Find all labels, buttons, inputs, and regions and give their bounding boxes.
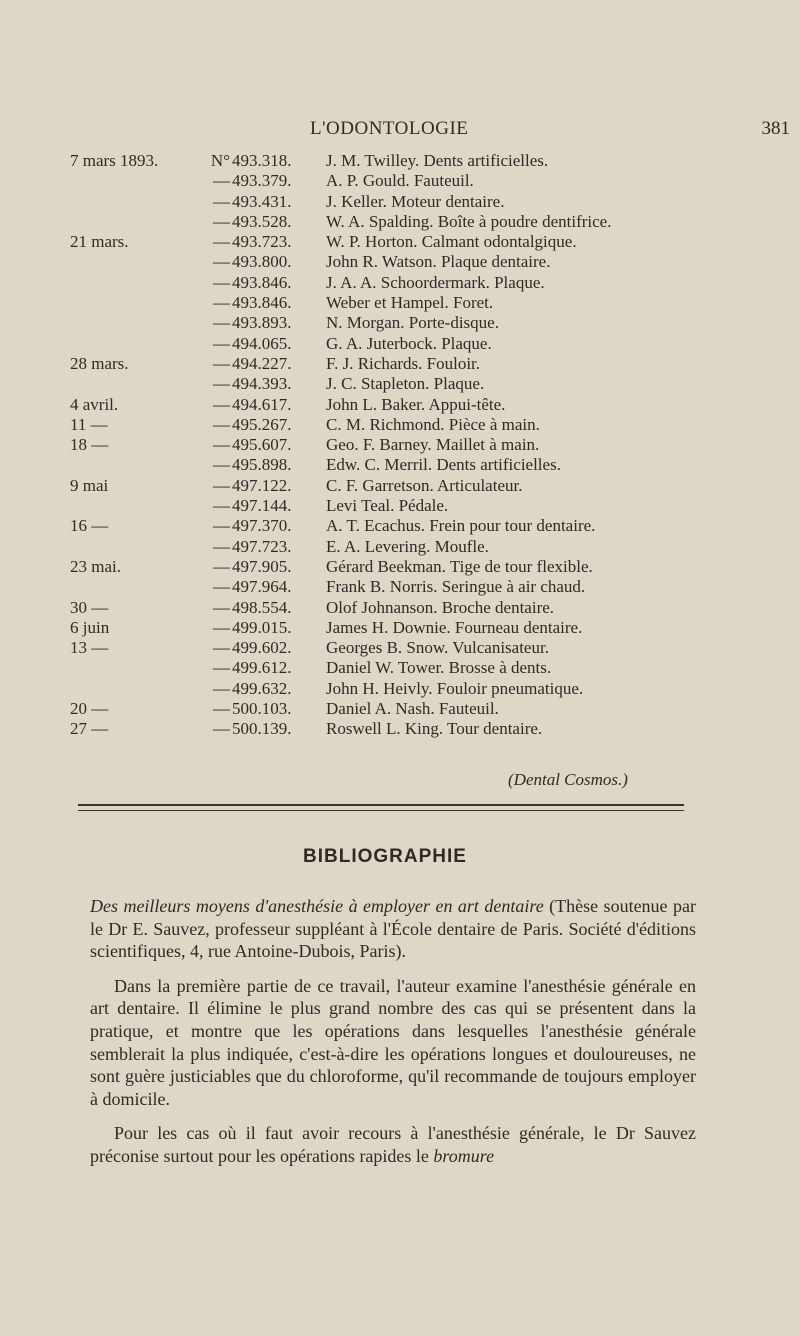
patent-dash: —	[213, 435, 230, 455]
reference-details: (Thèse soutenue par le Dr E. Sauvez, professeur suppléant à l'École dentaire de Paris. Société d'éditions scientifiques, 4, rue Antoine-Dubois, Paris).	[90, 896, 696, 962]
patent-number: 495.898.	[232, 455, 292, 475]
patent-entry: Geo. F. Barney. Maillet à main.	[326, 435, 540, 455]
patent-entry: C. F. Garretson. Articulateur.	[326, 475, 523, 495]
patent-row	[0, 192, 800, 212]
patent-dash: —	[213, 475, 230, 495]
patent-entry: J. M. Twilley. Dents artificielles.	[326, 151, 549, 170]
patent-dash: —	[213, 617, 230, 637]
patent-row	[0, 598, 800, 618]
patent-dash: —	[213, 313, 230, 333]
patent-entry: James H. Downie. Fourneau dentaire.	[326, 617, 583, 637]
patent-number: 493.431.	[232, 191, 292, 211]
source-text: (Dental Cosmos.)	[508, 770, 628, 789]
patent-row	[0, 395, 800, 415]
patent-row	[0, 171, 800, 191]
patent-dash: —	[213, 293, 230, 313]
patent-date: 20 —	[70, 699, 109, 719]
patent-dash: —	[213, 272, 230, 292]
section-heading: BIBLIOGRAPHIE	[303, 846, 467, 867]
patent-dash: —	[213, 211, 230, 231]
patent-number: 497.905.	[232, 556, 292, 576]
patent-row	[0, 577, 800, 597]
patent-number: 500.103.	[232, 699, 292, 719]
patent-number: 497.122.	[232, 475, 292, 495]
patent-dash: —	[213, 171, 230, 191]
patent-row	[0, 476, 800, 496]
patent-row	[0, 212, 800, 232]
patent-dash: —	[213, 353, 230, 373]
patent-dash: —	[213, 252, 230, 272]
patent-row	[0, 496, 800, 516]
bibliography-reference	[90, 895, 696, 963]
patent-row	[0, 618, 800, 638]
patent-dash: —	[213, 678, 230, 698]
patent-entry: W. P. Horton. Calmant odontalgique.	[326, 232, 577, 252]
patent-dash: —	[213, 191, 230, 211]
page-number: 381	[761, 118, 790, 139]
patent-number: 493.800.	[232, 252, 292, 272]
patent-date: 18 —	[70, 435, 109, 455]
patent-date: 9 mai	[70, 475, 109, 495]
patent-dash: —	[213, 719, 230, 739]
patent-entry: John H. Heivly. Fouloir pneumatique.	[326, 678, 584, 698]
separator-rule-bottom	[78, 810, 684, 811]
patent-dash: —	[213, 232, 230, 252]
patent-date: 7 mars 1893.	[70, 151, 159, 170]
patent-row	[0, 151, 800, 171]
patent-number: 493.318.	[232, 151, 292, 170]
patent-date: 4 avril.	[70, 394, 119, 414]
patent-entry: Daniel W. Tower. Brosse à dents.	[326, 658, 552, 678]
patent-row	[0, 658, 800, 678]
patent-entry: Olof Johnanson. Broche dentaire.	[326, 597, 555, 617]
patent-row	[0, 455, 800, 475]
patent-dash: —	[213, 556, 230, 576]
patent-dash: —	[213, 414, 230, 434]
patent-number: 493.379.	[232, 171, 292, 191]
patent-number: 493.846.	[232, 293, 292, 313]
patent-row	[0, 415, 800, 435]
patent-entry: G. A. Juterbock. Plaque.	[326, 333, 492, 353]
patent-row	[0, 354, 800, 374]
patent-dash: N°	[210, 151, 230, 170]
patent-number: 499.602.	[232, 638, 292, 658]
patent-dash: —	[213, 333, 230, 353]
patent-number: 494.227.	[232, 353, 292, 373]
patent-row	[0, 679, 800, 699]
patent-number: 494.065.	[232, 333, 292, 353]
patent-row	[0, 374, 800, 394]
patent-row	[0, 273, 800, 293]
patent-entry: J. Keller. Moteur dentaire.	[326, 191, 505, 211]
patent-row	[0, 293, 800, 313]
patent-entry: J. A. A. Schoordermark. Plaque.	[326, 272, 545, 292]
patent-entry: N. Morgan. Porte-disque.	[326, 313, 499, 333]
patent-number: 494.617.	[232, 394, 292, 414]
patent-dash: —	[213, 536, 230, 556]
running-head	[0, 118, 800, 148]
patent-dash: —	[213, 699, 230, 719]
patent-number: 497.370.	[232, 516, 292, 536]
patent-dash: —	[213, 455, 230, 475]
patent-row	[0, 516, 800, 536]
patent-entry: Georges B. Snow. Vulcanisateur.	[326, 638, 549, 658]
patent-date: 16 —	[70, 516, 109, 536]
patent-row	[0, 232, 800, 252]
patent-number: 497.964.	[232, 577, 292, 597]
patent-list	[0, 151, 800, 740]
patent-number: 493.723.	[232, 232, 292, 252]
bibliography-paragraph-2	[90, 1122, 696, 1167]
patent-number: 493.893.	[232, 313, 292, 333]
patent-row	[0, 313, 800, 333]
patent-number: 493.528.	[232, 211, 292, 231]
patent-row	[0, 435, 800, 455]
patent-dash: —	[213, 597, 230, 617]
patent-entry: A. T. Ecachus. Frein pour tour dentaire.	[326, 516, 596, 536]
bibliography-paragraph-1: Dans la première partie de ce travail, l'auteur examine l'anesthésie générale en art dentaire. Il élimine le plus grand nombre des cas qui se présentent dans la pratique, et montre que les opérations dans lesquelles l'anesthésie générale semblerait la plus indiquée, c'est-à-dire les opérations longues et douloureuses, ne sont guère justiciables que du chloroforme, qu'il recommande de toujours employer à domicile.	[90, 975, 696, 1109]
patent-date: 21 mars.	[70, 232, 129, 252]
patent-date: 11 —	[70, 414, 108, 434]
patent-entry: Levi Teal. Pédale.	[326, 496, 449, 516]
patent-dash: —	[213, 496, 230, 516]
patent-row	[0, 638, 800, 658]
reference-title: Des meilleurs moyens d'anesthésie à employer en art dentaire	[90, 896, 544, 916]
patent-row	[0, 537, 800, 557]
patent-number: 494.393.	[232, 374, 292, 394]
patent-number: 499.015.	[232, 617, 292, 637]
patent-date: 27 —	[70, 719, 109, 739]
patent-entry: Roswell L. King. Tour dentaire.	[326, 719, 543, 739]
patent-dash: —	[213, 394, 230, 414]
patent-row	[0, 557, 800, 577]
patent-entry: Edw. C. Merril. Dents artificielles.	[326, 455, 561, 475]
patent-entry: C. M. Richmond. Pièce à main.	[326, 414, 540, 434]
source-citation	[0, 770, 800, 794]
patent-number: 495.607.	[232, 435, 292, 455]
patent-date: 6 juin	[70, 617, 110, 637]
bibliography-body	[90, 895, 696, 1180]
patent-date: 30 —	[70, 597, 109, 617]
patent-entry: John R. Watson. Plaque dentaire.	[326, 252, 551, 272]
patent-entry: W. A. Spalding. Boîte à poudre dentifrice.	[326, 211, 612, 231]
patent-date: 13 —	[70, 638, 109, 658]
patent-date: 28 mars.	[70, 353, 129, 373]
paragraph-2-text: Pour les cas où il faut avoir recours à l'anesthésie générale, le Dr Sauvez préconise surtout pour les opérations rapides le	[90, 1123, 696, 1166]
patent-dash: —	[213, 577, 230, 597]
patent-entry: John L. Baker. Appui-tête.	[326, 394, 506, 414]
patent-number: 493.846.	[232, 272, 292, 292]
patent-number: 498.554.	[232, 597, 292, 617]
patent-dash: —	[213, 638, 230, 658]
patent-dash: —	[213, 658, 230, 678]
patent-number: 500.139.	[232, 719, 292, 739]
patent-entry: J. C. Stapleton. Plaque.	[326, 374, 485, 394]
patent-entry: A. P. Gould. Fauteuil.	[326, 171, 474, 191]
patent-entry: Daniel A. Nash. Fauteuil.	[326, 699, 499, 719]
patent-number: 499.612.	[232, 658, 292, 678]
patent-dash: —	[213, 374, 230, 394]
patent-number: 495.267.	[232, 414, 292, 434]
patent-dash: —	[213, 516, 230, 536]
patent-number: 497.723.	[232, 536, 292, 556]
patent-number: 497.144.	[232, 496, 292, 516]
paragraph-2-italic: bromure	[433, 1145, 495, 1166]
patent-entry: Frank B. Norris. Seringue à air chaud.	[326, 577, 586, 597]
patent-row	[0, 719, 800, 739]
patent-number: 499.632.	[232, 678, 292, 698]
patent-entry: Gérard Beekman. Tige de tour flexible.	[326, 556, 593, 576]
patent-row	[0, 699, 800, 719]
separator-rule-top	[78, 804, 684, 806]
patent-row	[0, 334, 800, 354]
patent-date: 23 mai.	[70, 556, 121, 576]
running-title: L'ODONTOLOGIE	[310, 118, 469, 139]
patent-entry: F. J. Richards. Fouloir.	[326, 353, 481, 373]
patent-entry: Weber et Hampel. Foret.	[326, 293, 494, 313]
patent-entry: E. A. Levering. Moufle.	[326, 536, 489, 556]
patent-row	[0, 252, 800, 272]
